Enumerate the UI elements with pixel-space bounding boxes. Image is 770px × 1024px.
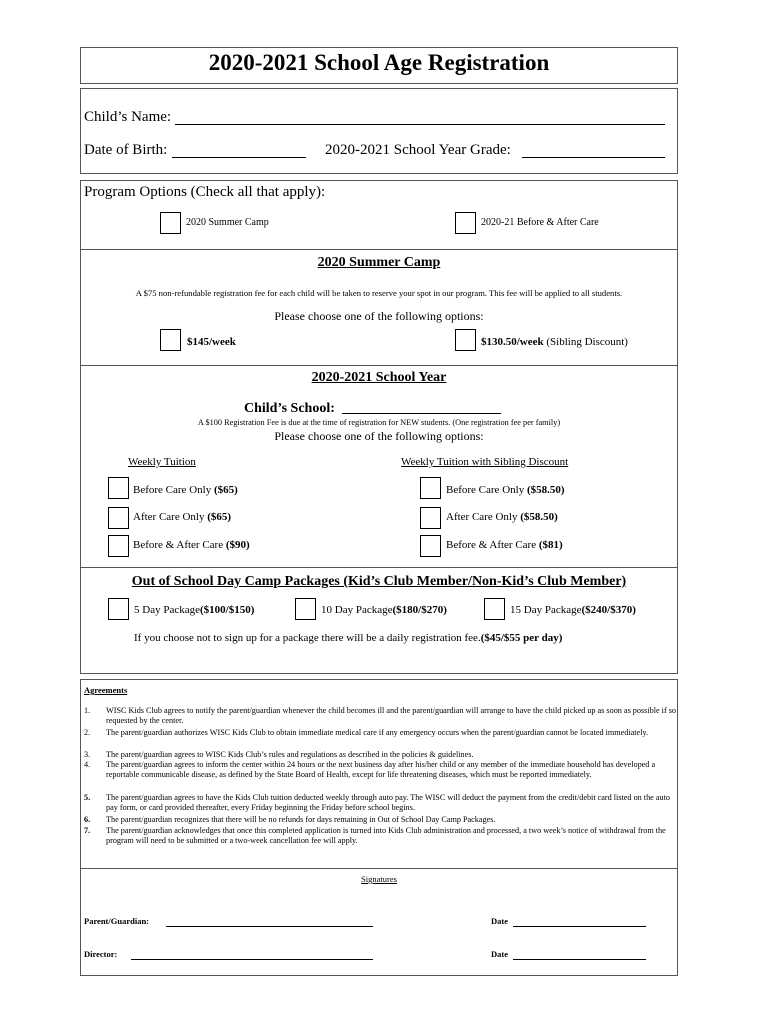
divider <box>80 249 678 250</box>
page-title: 2020-2021 School Age Registration <box>208 50 550 75</box>
fifteen-day-package-label: 15 Day Package($240/$370) <box>510 604 636 616</box>
school-year-choose: Please choose one of the following options: <box>274 429 484 443</box>
fifteen-day-package-checkbox[interactable] <box>484 598 505 620</box>
weekly-before-care-checkbox[interactable] <box>108 477 129 499</box>
summer-camp-choose: Please choose one of the following options: <box>274 309 484 323</box>
program-options-heading: Program Options (Check all that apply): <box>84 184 326 200</box>
agreement-item: 1. WISC Kids Club agrees to notify the parent/guardian whenever the child becomes ill and the parent/guardian will arrange to have the child picked up as soon as possible if so requested by the center. <box>84 706 677 726</box>
agreement-item: 4. The parent/guardian agrees to inform the center within 24 hours or the next business day after his/her child or any member of the immediate household has developed a reportable communicable disease, as defined by the State Board of Health, except for life threatening diseases, which must be reported immediately. <box>84 760 656 780</box>
child-info-box <box>80 88 678 174</box>
grade-label: 2020-2021 School Year Grade: <box>325 142 511 158</box>
sibling-before-after-checkbox[interactable] <box>420 535 441 557</box>
school-year-heading: 2020-2021 School Year <box>311 370 447 385</box>
agreements-heading: Agreements <box>84 685 128 695</box>
summer-sibling-label <box>481 336 628 348</box>
parent-date-field[interactable] <box>513 926 646 927</box>
sibling-before-after-label: Before & After Care ($81) <box>446 539 563 551</box>
director-signature-field[interactable] <box>131 959 373 960</box>
five-day-package-checkbox[interactable] <box>108 598 129 620</box>
dob-field[interactable] <box>172 157 306 158</box>
summer-weekly-checkbox[interactable] <box>160 329 181 351</box>
agreement-item: 3. The parent/guardian agrees to WISC Kids Club’s rules and regulations as described in the policies & guidelines. <box>84 750 474 759</box>
dob-label: Date of Birth: <box>84 142 168 158</box>
child-name-label: Child’s Name: <box>84 109 172 125</box>
divider <box>80 868 678 869</box>
sibling-after-care-label: After Care Only ($58.50) <box>446 511 558 523</box>
parent-date-label: Date <box>491 916 508 926</box>
ten-day-package-checkbox[interactable] <box>295 598 316 620</box>
summer-sibling-checkbox[interactable] <box>455 329 476 351</box>
weekly-tuition-heading: Weekly Tuition <box>128 456 196 468</box>
before-after-care-option-label: 2020-21 Before & After Care <box>481 217 599 228</box>
five-day-package-label: 5 Day Package($100/$150) <box>134 604 255 616</box>
grade-field[interactable] <box>522 157 665 158</box>
parent-signature-field[interactable] <box>166 926 373 927</box>
director-date-field[interactable] <box>513 959 646 960</box>
weekly-before-after-label: Before & After Care ($90) <box>133 539 250 551</box>
summer-camp-fee-note: A $75 non-refundable registration fee for each child will be taken to reserve your spot in our program. This fee will be applied to all students. <box>135 288 623 298</box>
agreement-item: 2. The parent/guardian authorizes WISC Kids Club to obtain immediate medical care if any emergency occurs when the parent/guardian cannot be located immediately. <box>84 728 649 737</box>
divider <box>80 567 678 568</box>
childs-school-field[interactable] <box>342 413 501 414</box>
summer-camp-checkbox[interactable] <box>160 212 181 234</box>
divider <box>80 365 678 366</box>
ten-day-package-label: 10 Day Package($180/$270) <box>321 604 447 616</box>
summer-weekly-label: $145/week <box>187 336 236 348</box>
weekly-after-care-label: After Care Only ($65) <box>133 511 232 523</box>
weekly-after-care-checkbox[interactable] <box>108 507 129 529</box>
summer-camp-heading: 2020 Summer Camp <box>317 255 441 270</box>
signatures-heading: Signatures <box>361 874 397 884</box>
sibling-before-care-label: Before Care Only ($58.50) <box>446 484 565 496</box>
summer-sibling-price: $130.50/week <box>481 336 544 348</box>
agreement-item: 6. The parent/guardian recognizes that there will be no refunds for days remaining in Out of School Day Camp Packages. <box>84 815 496 824</box>
agreement-item: 7. The parent/guardian acknowledges that once this completed application is turned into Kids Club administration and processed, a two week’s notice of withdrawal from the program will need to be submitted or a two-week cancellation fee will apply. <box>84 826 666 846</box>
summer-camp-option-label: 2020 Summer Camp <box>186 217 269 228</box>
director-date-label: Date <box>491 949 508 959</box>
day-camp-heading: Out of School Day Camp Packages (Kid’s Club Member/Non-Kid’s Club Member) <box>131 574 627 589</box>
director-label: Director: <box>84 949 118 959</box>
sibling-after-care-checkbox[interactable] <box>420 507 441 529</box>
daily-fee-note: If you choose not to sign up for a package there will be a daily registration fee.($45/$55 per day) <box>134 632 563 644</box>
sibling-tuition-heading: Weekly Tuition with Sibling Discount <box>401 456 569 468</box>
agreement-item: 5. The parent/guardian agrees to have the Kids Club tuition deducted weekly through auto pay. The WISC will deduct the payment from the credit/debit card listed on the auto pay form, or card provided thereafter, every Friday beginning the Friday before school begins. <box>84 793 670 813</box>
child-name-field[interactable] <box>175 124 665 125</box>
parent-guardian-label: Parent/Guardian: <box>84 916 150 926</box>
childs-school-label: Child’s School: <box>244 401 335 416</box>
weekly-before-after-checkbox[interactable] <box>108 535 129 557</box>
before-after-care-checkbox[interactable] <box>455 212 476 234</box>
school-year-fee-note: A $100 Registration Fee is due at the time of registration for NEW students. (One registration fee per family) <box>197 418 561 427</box>
summer-sibling-note: (Sibling Discount) <box>543 336 628 348</box>
sibling-before-care-checkbox[interactable] <box>420 477 441 499</box>
weekly-before-care-label: Before Care Only ($65) <box>133 484 238 496</box>
